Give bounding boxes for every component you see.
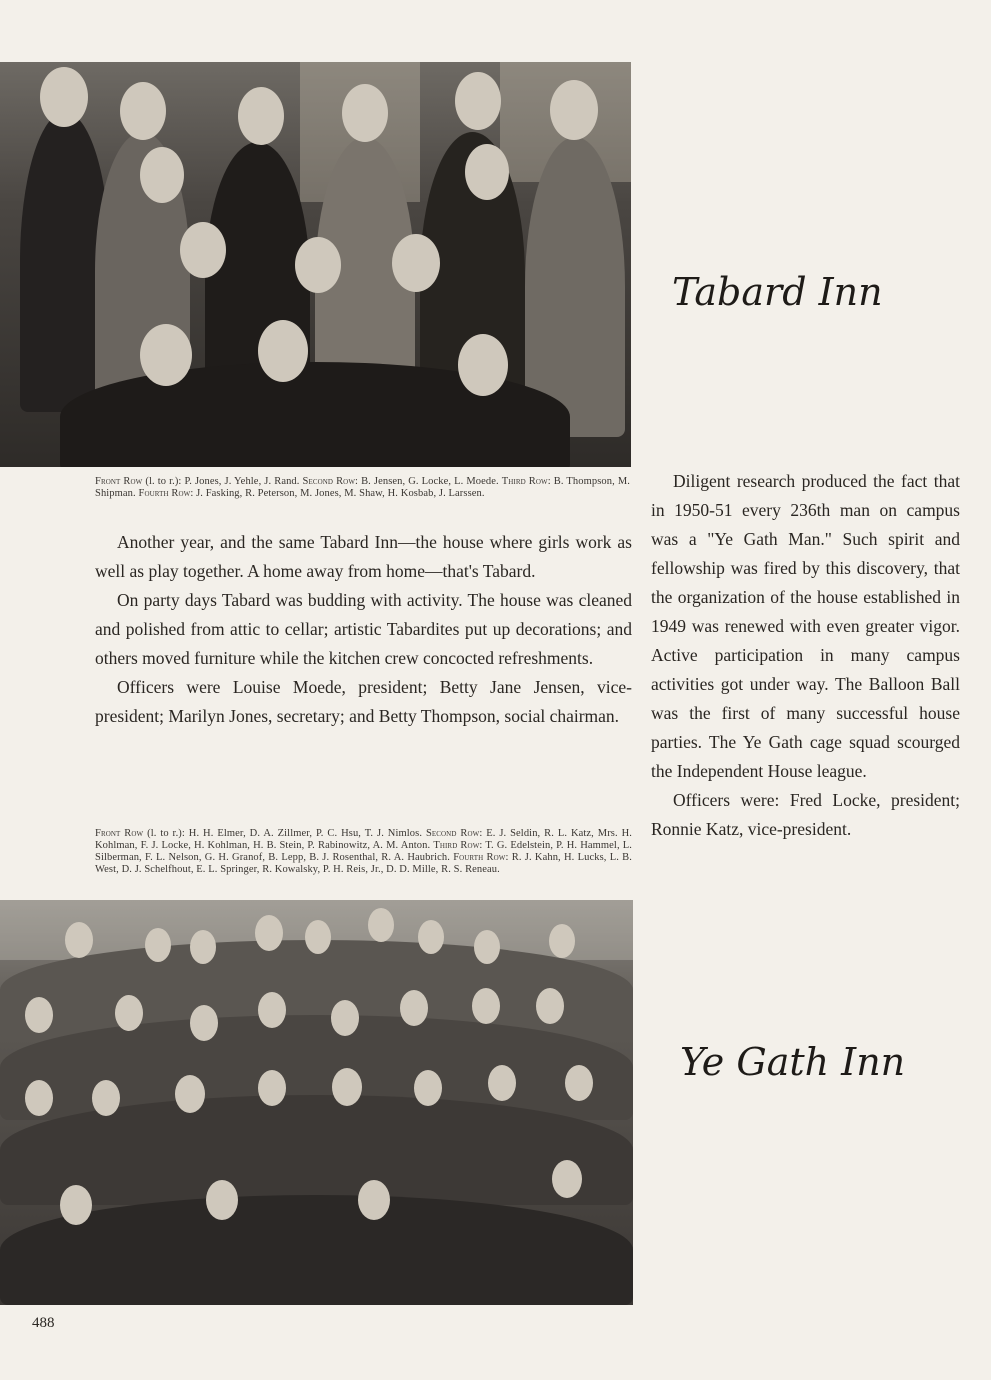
yegath-body-text <box>651 467 960 844</box>
front-row-names: (l. to r.): P. Jones, J. Yehle, J. Rand. <box>142 476 303 487</box>
front-row-label: Front Row <box>95 476 143 487</box>
fourth-row-label: Fourth Row <box>138 488 191 499</box>
fourth-row-label: Fourth Row <box>453 852 506 863</box>
tabard-inn-group-photo <box>0 62 631 467</box>
ye-gath-inn-title: Ye Gath Inn <box>680 1040 906 1084</box>
third-row-names: : T. G. Edelstein, P. H. Hammel, L. Silberman, F. L. Nelson, G. H. Granof, B. Lepp, B. J. Rosenthal, R. A. Haubrich. <box>95 840 632 863</box>
third-row-label: Third Row <box>501 476 548 487</box>
yegath-photo-caption <box>95 828 632 876</box>
tabard-inn-title: Tabard Inn <box>672 270 883 314</box>
front-row-label: Front Row <box>95 828 144 839</box>
tabard-body-text <box>95 528 632 731</box>
ye-gath-inn-group-photo <box>0 900 633 1305</box>
tabard-paragraph: On party days Tabard was budding with activity. The house was cleaned and polished from attic to cellar; artistic Tabardites put up decorations; and others moved furniture while the kitchen crew concocted refreshments. <box>95 590 632 668</box>
second-row-names: : E. J. Seldin, R. L. Katz, Mrs. H. Kohlman, F. J. Locke, H. Kohlman, H. B. Stein, P. Rabinowitz, A. M. Anton. <box>95 828 632 851</box>
page-number: 488 <box>32 1315 55 1331</box>
tabard-paragraph: Another year, and the same Tabard Inn—the house where girls work as well as play together. A home away from home—that's Tabard. <box>95 532 632 581</box>
front-row-names: (l. to r.): H. H. Elmer, D. A. Zillmer, P. C. Hsu, T. J. Nimlos. <box>143 828 426 839</box>
second-row-label: Second Row <box>425 828 480 839</box>
second-row-label: Second Row <box>302 476 356 487</box>
third-row-names: : B. Thompson, M. Shipman. <box>95 476 631 499</box>
yegath-paragraph: Diligent research produced the fact that in 1950-51 every 236th man on campus was a "Ye Gath Man." Such spirit and fellowship was fired by this discovery, that the organization of the house established in 1949 was renewed with even greater vigor. Active participation in many campus activities got under way. The Balloon Ball was the first of many successful house parties. The Ye Gath cage squad scourged the Independent House league. <box>651 471 960 781</box>
tabard-photo-caption <box>95 476 630 500</box>
yegath-paragraph: Officers were: Fred Locke, president; Ronnie Katz, vice-president. <box>651 790 960 839</box>
third-row-label: Third Row <box>433 840 480 851</box>
fourth-row-names: : J. Fasking, R. Peterson, M. Jones, M. Shaw, H. Kosbab, J. Larssen. <box>190 488 485 499</box>
second-row-names: : B. Jensen, G. Locke, L. Moede. <box>355 476 502 487</box>
tabard-paragraph: Officers were Louise Moede, president; Betty Jane Jensen, vice-president; Marilyn Jones, secretary; and Betty Thompson, social chairman. <box>95 677 632 726</box>
fourth-row-names: : R. J. Kahn, H. Lucks, L. B. West, D. J. Schelfhout, E. L. Springer, R. Kowalsky, P. H. Reis, Jr., D. D. Mille, R. S. Reneau. <box>95 852 632 875</box>
